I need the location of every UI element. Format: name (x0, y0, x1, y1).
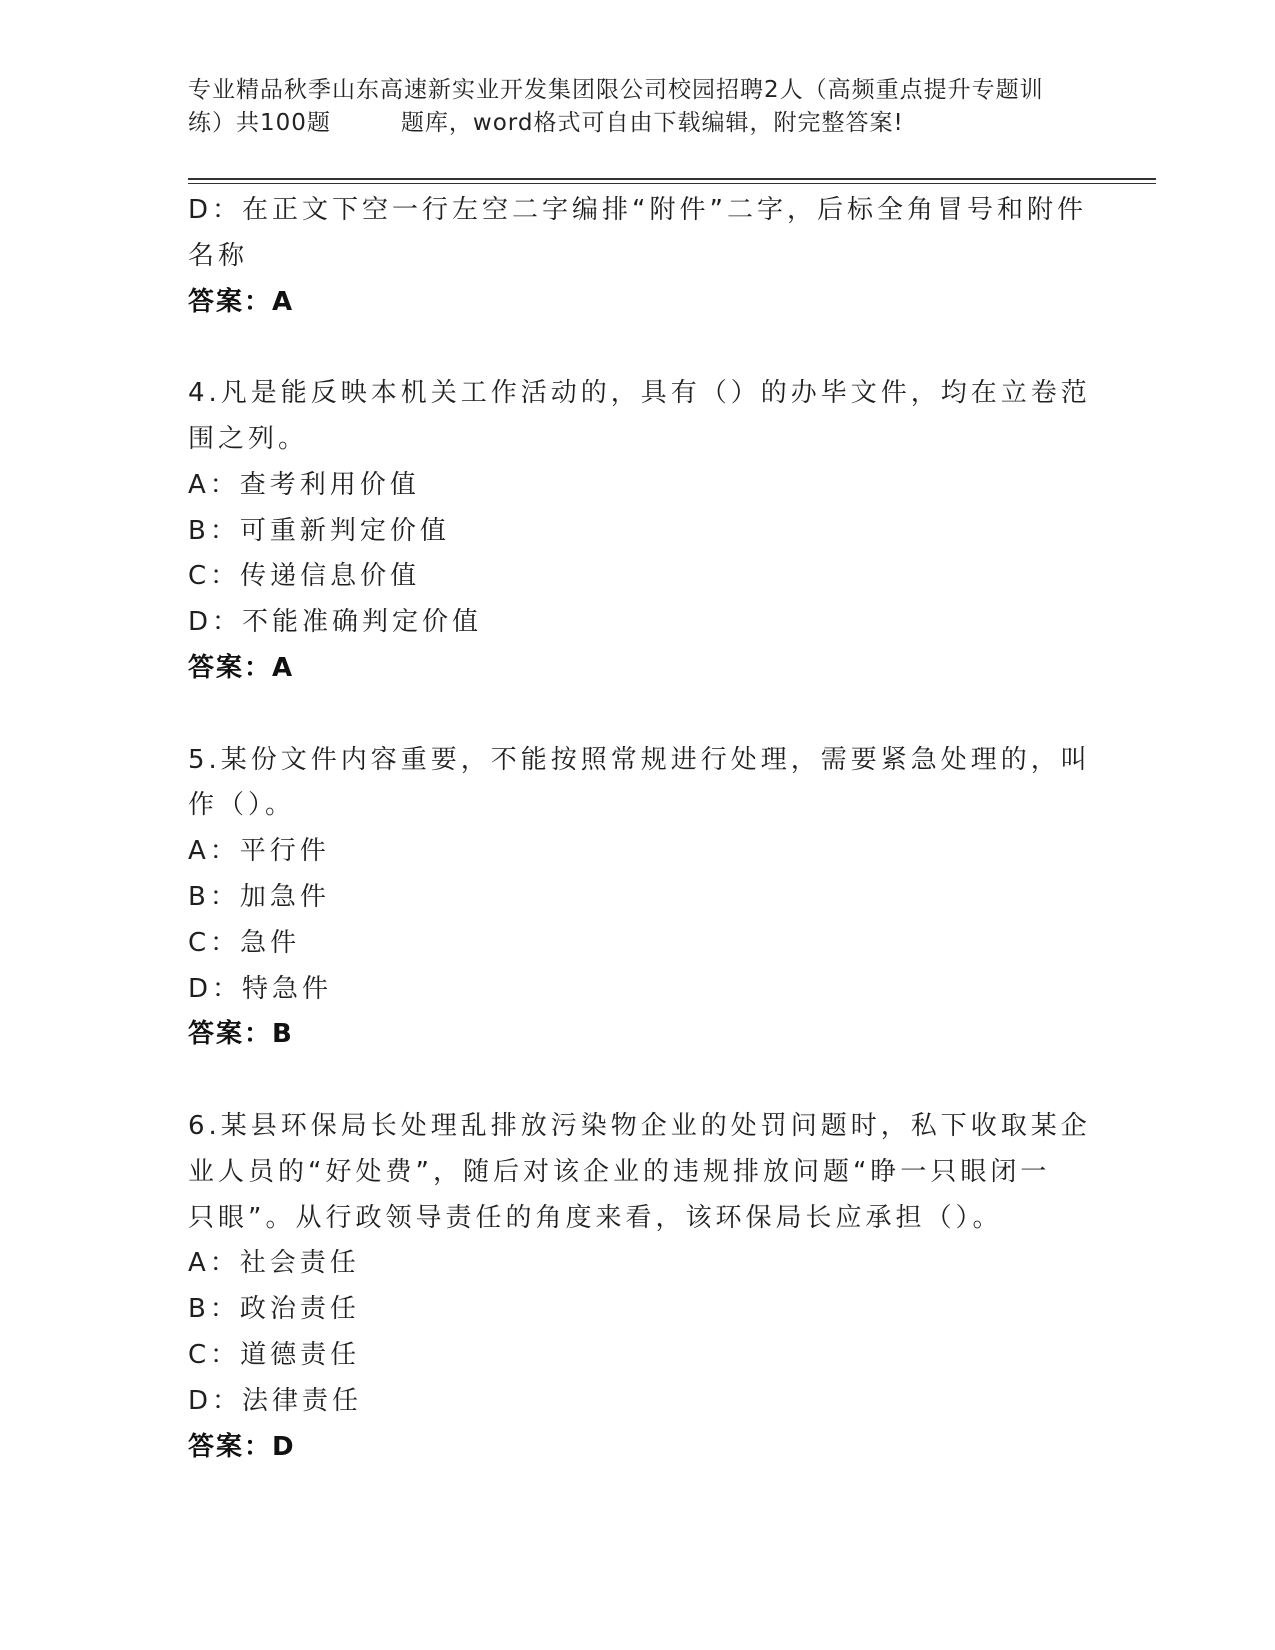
question-3-tail (188, 188, 1087, 325)
answer-label: 答案：A (188, 652, 295, 683)
option-d: D：法律责任 (188, 1385, 363, 1416)
question-stem-continued: 围之列。 (188, 423, 309, 454)
header-question-count: 练）共100题 (188, 110, 331, 136)
option-d: D：在正文下空一行左空二字编排“附件”二字，后标全角冒号和附件 (188, 195, 1087, 225)
header-description: 题库，word格式可自由下载编辑，附完整答案! (400, 110, 904, 136)
option-b: B：可重新判定价值 (188, 515, 450, 546)
option-c: C：道德责任 (188, 1339, 361, 1370)
answer-label: 答案：A (188, 286, 295, 317)
option-a: A：查考利用价值 (188, 469, 420, 500)
answer-label: 答案：B (188, 1019, 294, 1050)
option-d: D：不能准确判定价值 (188, 607, 483, 638)
option-a: A：社会责任 (188, 1248, 360, 1279)
option-a: A：平行件 (188, 836, 330, 867)
question-stem: 4.凡是能反映本机关工作活动的，具有（）的办毕文件，均在立卷范 (188, 378, 1091, 409)
question-stem-continued: 作（）。 (188, 790, 296, 821)
answer-label: 答案：D (188, 1431, 296, 1462)
header-divider-thick (188, 178, 1156, 180)
option-c: C：传递信息价值 (188, 561, 421, 592)
option-d: D：特急件 (188, 973, 333, 1004)
question-6 (188, 1104, 1091, 1470)
option-b: B：政治责任 (188, 1294, 360, 1325)
question-stem-continued-2: 只眼”。从行政领导责任的角度来看，该环保局长应承担（）。 (188, 1202, 1003, 1233)
page-header (188, 74, 1088, 140)
option-c: C：急件 (188, 927, 301, 958)
question-stem: 5.某份文件内容重要，不能按照常规进行处理，需要紧急处理的，叫 (188, 744, 1091, 775)
option-d-continued: 名称 (188, 240, 249, 271)
option-b: B：加急件 (188, 881, 330, 912)
question-stem: 6.某县环保局长处理乱排放污染物企业的处罚问题时，私下收取某企 (188, 1110, 1091, 1141)
header-divider-thin (188, 183, 1156, 184)
document-body (188, 188, 1091, 1470)
question-4 (188, 371, 1091, 692)
question-5 (188, 738, 1091, 1059)
header-title-line-2 (188, 107, 1088, 140)
header-title-line-1: 专业精品秋季山东高速新实业开发集团限公司校园招聘2人（高频重点提升专题训 (188, 77, 1044, 103)
question-stem-continued: 业人员的“好处费”，随后对该企业的违规排放问题“睁一只眼闭一 (188, 1156, 1051, 1187)
